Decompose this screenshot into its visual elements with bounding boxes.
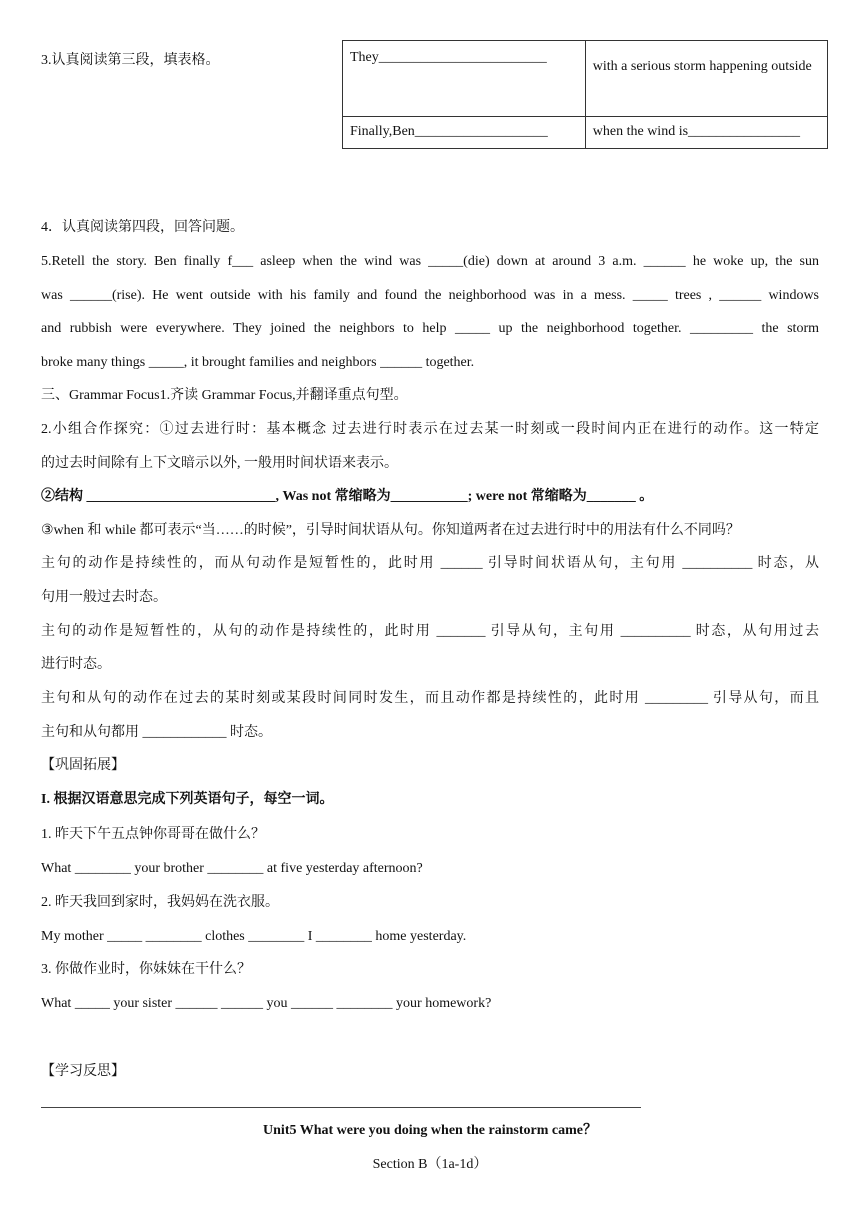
part-1-instructions: I. 根据汉语意思完成下列英语句子，每空一词。 xyxy=(41,792,334,807)
unit-title: Unit5 What were you doing when the rainstorm came？ xyxy=(263,1123,597,1138)
rule-2-line-2: 进行时态。 xyxy=(41,657,111,672)
grammar-heading: 三、Grammar Focus1.齐读 Grammar Focus,并翻译重点句型。 xyxy=(41,388,408,403)
table-row xyxy=(343,117,828,149)
retell-line-3: and rubbish were everywhere. They joined the neighbors to help _____ up the neighborhood together. _________ the storm xyxy=(41,321,819,336)
table-cell: Finally,Ben___________________ xyxy=(343,117,586,149)
rule-1-line-1: 主句的动作是持续性的，而从句动作是短暂性的，此时用 ______ 引导时间状语从句，主句用 __________ 时态，从 xyxy=(41,556,819,571)
divider xyxy=(41,1107,641,1108)
q4-label: 4．认真阅读第四段，回答问题。 xyxy=(41,220,244,235)
table-cell: They________________________ xyxy=(343,41,586,117)
retell-line-2: was ______(rise). He went outside with his family and found the neighborhood was in a mess. _____ trees , ______ windows xyxy=(41,288,819,303)
item-3-chinese: 3. 你做作业时，你妹妹在干什么？ xyxy=(41,962,251,977)
reflection-heading: 【学习反思】 xyxy=(41,1064,125,1079)
item-3-english: What _____ your sister ______ ______ you ______ ________ your homework? xyxy=(41,996,492,1011)
item-1-english: What ________ your brother ________ at five yesterday afternoon? xyxy=(41,861,423,876)
table-row xyxy=(343,41,828,117)
when-while-line: ③when 和 while 都可表示“当……的时候”，引导时间状语从句。你知道两者在过去进行时中的用法有什么不同吗？ xyxy=(41,523,740,538)
item-2-english: My mother _____ ________ clothes ________ I ________ home yesterday. xyxy=(41,929,467,944)
section-title: Section B（1a-1d） xyxy=(372,1157,488,1172)
table-cell: when the wind is________________ xyxy=(585,117,827,149)
table-cell: with a serious storm happening outside xyxy=(585,41,827,117)
retell-line-1: 5.Retell the story. Ben finally f___ asleep when the wind was _____(die) down at around 3 a.m. ______ he woke up, the sun xyxy=(41,254,819,269)
item-2-chinese: 2. 昨天我回到家时，我妈妈在洗衣服。 xyxy=(41,895,279,910)
grammar-p2-line-2: 的过去时间除有上下文暗示以外, 一般用时间状语来表示。 xyxy=(41,456,398,471)
structure-line: ②结构 ___________________________, Was not 常缩略为___________; were not 常缩略为_______ 。 xyxy=(41,489,654,504)
grammar-p2-line-1: 2.小组合作探究：①过去进行时：基本概念 过去进行时表示在过去某一时刻或一段时间内正在进行的动作。这一特定 xyxy=(41,422,819,437)
item-1-chinese: 1. 昨天下午五点钟你哥哥在做什么？ xyxy=(41,827,265,842)
q3-label: 3.认真阅读第三段，填表格。 xyxy=(41,53,220,68)
consolidate-heading: 【巩固拓展】 xyxy=(41,758,125,773)
rule-1-line-2: 句用一般过去时态。 xyxy=(41,590,167,605)
rule-3-line-2: 主句和从句都用 ____________ 时态。 xyxy=(41,725,272,740)
rule-2-line-1: 主句的动作是短暂性的，从句的动作是持续性的，此时用 _______ 引导从句，主句用 __________ 时态，从句用过去 xyxy=(41,624,819,639)
rule-3-line-1: 主句和从句的动作在过去的某时刻或某段时间同时发生，而且动作都是持续性的，此时用 _________ 引导从句，而且 xyxy=(41,691,819,706)
q3-table xyxy=(342,40,828,149)
retell-line-4: broke many things _____, it brought families and neighbors ______ together. xyxy=(41,355,475,370)
